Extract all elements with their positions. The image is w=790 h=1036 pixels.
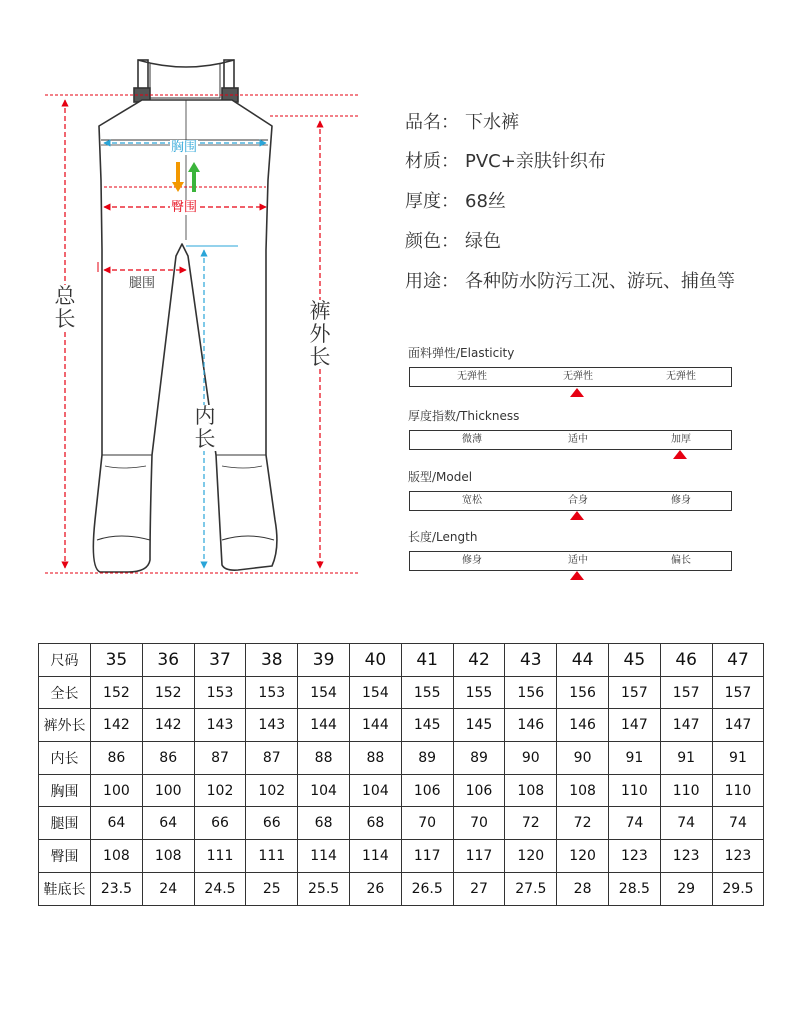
table-row <box>39 840 764 873</box>
table-cell: 117 <box>453 840 505 873</box>
table-cell: 90 <box>557 742 609 775</box>
scale-option: 适中 <box>568 555 588 566</box>
table-cell: 86 <box>142 742 194 775</box>
scale-marker-length <box>570 571 584 580</box>
table-cell: 111 <box>194 840 246 873</box>
table-cell: 104 <box>298 774 350 807</box>
outseam-label: 裤外长 <box>309 299 331 369</box>
scale-option: 适中 <box>568 434 588 445</box>
table-cell: 25.5 <box>298 872 350 905</box>
size-table-header <box>39 644 764 677</box>
table-cell: 89 <box>453 742 505 775</box>
scale-bar-model <box>409 491 732 511</box>
table-cell: 72 <box>557 807 609 840</box>
scale-bar-length <box>409 551 732 571</box>
info-separator: ： <box>441 112 459 133</box>
scale-option: 无弹性 <box>457 371 487 382</box>
scale-marker-elasticity <box>570 388 584 397</box>
table-cell: 25 <box>246 872 298 905</box>
table-cell: 157 <box>660 676 712 709</box>
table-cell: 108 <box>91 840 143 873</box>
table-cell: 111 <box>246 840 298 873</box>
size-cell: 47 <box>712 644 764 677</box>
row-label: 内长 <box>39 742 91 775</box>
table-cell: 154 <box>298 676 350 709</box>
table-cell: 29.5 <box>712 872 764 905</box>
table-cell: 156 <box>557 676 609 709</box>
table-cell: 91 <box>712 742 764 775</box>
table-cell: 146 <box>505 709 557 742</box>
table-cell: 87 <box>194 742 246 775</box>
table-cell: 147 <box>608 709 660 742</box>
table-cell: 28.5 <box>608 872 660 905</box>
row-label: 胸围 <box>39 774 91 807</box>
info-usage <box>405 270 735 294</box>
table-cell: 72 <box>505 807 557 840</box>
table-cell: 145 <box>401 709 453 742</box>
table-cell: 143 <box>246 709 298 742</box>
total-length-label: 总长 <box>54 284 76 331</box>
table-cell: 26.5 <box>401 872 453 905</box>
table-cell: 74 <box>660 807 712 840</box>
scale-option: 修身 <box>462 555 482 566</box>
info-separator: ： <box>441 231 459 252</box>
info-material-value: PVC+亲肤针织布 <box>465 151 606 172</box>
size-cell: 36 <box>142 644 194 677</box>
table-cell: 86 <box>91 742 143 775</box>
table-cell: 144 <box>349 709 401 742</box>
inseam-label: 内长 <box>194 404 216 451</box>
info-name-key: 品名 <box>405 112 441 133</box>
size-cell: 46 <box>660 644 712 677</box>
size-cell: 35 <box>91 644 143 677</box>
row-label: 腿围 <box>39 807 91 840</box>
chest-label: 胸围 <box>171 140 198 155</box>
info-usage-value: 各种防水防污工况、游玩、捕鱼等 <box>465 271 735 292</box>
table-cell: 89 <box>401 742 453 775</box>
info-thickness <box>405 190 506 214</box>
thigh-label: 腿围 <box>129 276 156 291</box>
row-label: 臀围 <box>39 840 91 873</box>
table-cell: 154 <box>349 676 401 709</box>
table-cell: 68 <box>349 807 401 840</box>
scale-title-thickness: 厚度指数/Thickness <box>408 409 520 423</box>
info-separator: ： <box>441 271 459 292</box>
table-cell: 64 <box>142 807 194 840</box>
table-cell: 74 <box>608 807 660 840</box>
table-cell: 155 <box>453 676 505 709</box>
info-material-key: 材质 <box>405 151 441 172</box>
table-cell: 145 <box>453 709 505 742</box>
table-cell: 142 <box>142 709 194 742</box>
size-cell: 43 <box>505 644 557 677</box>
table-row <box>39 807 764 840</box>
table-cell: 157 <box>608 676 660 709</box>
table-cell: 87 <box>246 742 298 775</box>
size-cell: 40 <box>349 644 401 677</box>
table-cell: 100 <box>91 774 143 807</box>
scale-option: 无弹性 <box>666 371 696 382</box>
scale-marker-model <box>570 511 584 520</box>
table-cell: 88 <box>298 742 350 775</box>
size-cell: 39 <box>298 644 350 677</box>
table-cell: 26 <box>349 872 401 905</box>
table-cell: 70 <box>401 807 453 840</box>
scale-title-model: 版型/Model <box>408 470 473 484</box>
table-cell: 102 <box>194 774 246 807</box>
table-cell: 114 <box>349 840 401 873</box>
table-cell: 91 <box>660 742 712 775</box>
info-thickness-key: 厚度 <box>405 191 441 212</box>
size-cell: 37 <box>194 644 246 677</box>
scale-marker-thickness <box>673 450 687 459</box>
table-cell: 114 <box>298 840 350 873</box>
table-cell: 66 <box>194 807 246 840</box>
scale-title-elasticity: 面料弹性/Elasticity <box>408 346 515 360</box>
info-material <box>405 150 606 174</box>
row-label: 鞋底长 <box>39 872 91 905</box>
size-cell: 38 <box>246 644 298 677</box>
table-row <box>39 709 764 742</box>
table-cell: 155 <box>401 676 453 709</box>
table-cell: 70 <box>453 807 505 840</box>
table-cell: 117 <box>401 840 453 873</box>
row-label: 尺码 <box>39 644 91 677</box>
table-cell: 100 <box>142 774 194 807</box>
table-cell: 27.5 <box>505 872 557 905</box>
table-cell: 123 <box>712 840 764 873</box>
info-name-value: 下水裤 <box>465 112 519 133</box>
table-cell: 110 <box>712 774 764 807</box>
size-cell: 42 <box>453 644 505 677</box>
table-cell: 91 <box>608 742 660 775</box>
table-cell: 144 <box>298 709 350 742</box>
size-table <box>38 643 764 906</box>
table-cell: 108 <box>142 840 194 873</box>
size-cell: 41 <box>401 644 453 677</box>
scale-option: 无弹性 <box>563 371 593 382</box>
scale-bar-thickness <box>409 430 732 450</box>
table-cell: 28 <box>557 872 609 905</box>
table-cell: 66 <box>246 807 298 840</box>
table-cell: 74 <box>712 807 764 840</box>
table-cell: 123 <box>608 840 660 873</box>
scale-option: 偏长 <box>671 555 691 566</box>
info-name <box>405 111 519 135</box>
table-cell: 110 <box>660 774 712 807</box>
wader-outline <box>93 100 277 572</box>
table-cell: 152 <box>91 676 143 709</box>
row-label: 裤外长 <box>39 709 91 742</box>
hip-label: 臀围 <box>171 200 198 215</box>
table-cell: 110 <box>608 774 660 807</box>
size-cell: 45 <box>608 644 660 677</box>
scale-option: 加厚 <box>671 434 691 445</box>
scale-option: 合身 <box>568 495 588 506</box>
table-cell: 106 <box>453 774 505 807</box>
scale-option: 宽松 <box>462 495 482 506</box>
scale-title-length: 长度/Length <box>408 530 478 544</box>
table-cell: 108 <box>557 774 609 807</box>
table-cell: 102 <box>246 774 298 807</box>
table-cell: 23.5 <box>91 872 143 905</box>
table-cell: 108 <box>505 774 557 807</box>
table-cell: 146 <box>557 709 609 742</box>
table-cell: 24 <box>142 872 194 905</box>
table-row <box>39 774 764 807</box>
table-row <box>39 742 764 775</box>
scale-option: 微薄 <box>462 434 482 445</box>
info-separator: ： <box>441 191 459 212</box>
wader-diagram <box>0 0 370 600</box>
table-cell: 29 <box>660 872 712 905</box>
info-color <box>405 230 501 254</box>
table-cell: 24.5 <box>194 872 246 905</box>
table-row <box>39 676 764 709</box>
table-cell: 153 <box>194 676 246 709</box>
table-row <box>39 872 764 905</box>
table-cell: 157 <box>712 676 764 709</box>
info-usage-key: 用途 <box>405 271 441 292</box>
scale-bar-elasticity <box>409 367 732 387</box>
table-cell: 152 <box>142 676 194 709</box>
table-cell: 120 <box>505 840 557 873</box>
table-cell: 64 <box>91 807 143 840</box>
info-separator: ： <box>441 151 459 172</box>
table-cell: 153 <box>246 676 298 709</box>
table-cell: 90 <box>505 742 557 775</box>
scale-option: 修身 <box>671 495 691 506</box>
table-cell: 147 <box>712 709 764 742</box>
size-table-body <box>39 644 764 906</box>
info-thickness-value: 68丝 <box>465 191 506 212</box>
info-color-value: 绿色 <box>465 231 501 252</box>
table-cell: 88 <box>349 742 401 775</box>
table-cell: 142 <box>91 709 143 742</box>
table-cell: 104 <box>349 774 401 807</box>
suspender-straps <box>134 60 238 102</box>
table-cell: 106 <box>401 774 453 807</box>
table-cell: 156 <box>505 676 557 709</box>
row-label: 全长 <box>39 676 91 709</box>
table-cell: 120 <box>557 840 609 873</box>
table-cell: 147 <box>660 709 712 742</box>
table-cell: 143 <box>194 709 246 742</box>
size-cell: 44 <box>557 644 609 677</box>
table-cell: 123 <box>660 840 712 873</box>
info-color-key: 颜色 <box>405 231 441 252</box>
table-cell: 27 <box>453 872 505 905</box>
table-cell: 68 <box>298 807 350 840</box>
